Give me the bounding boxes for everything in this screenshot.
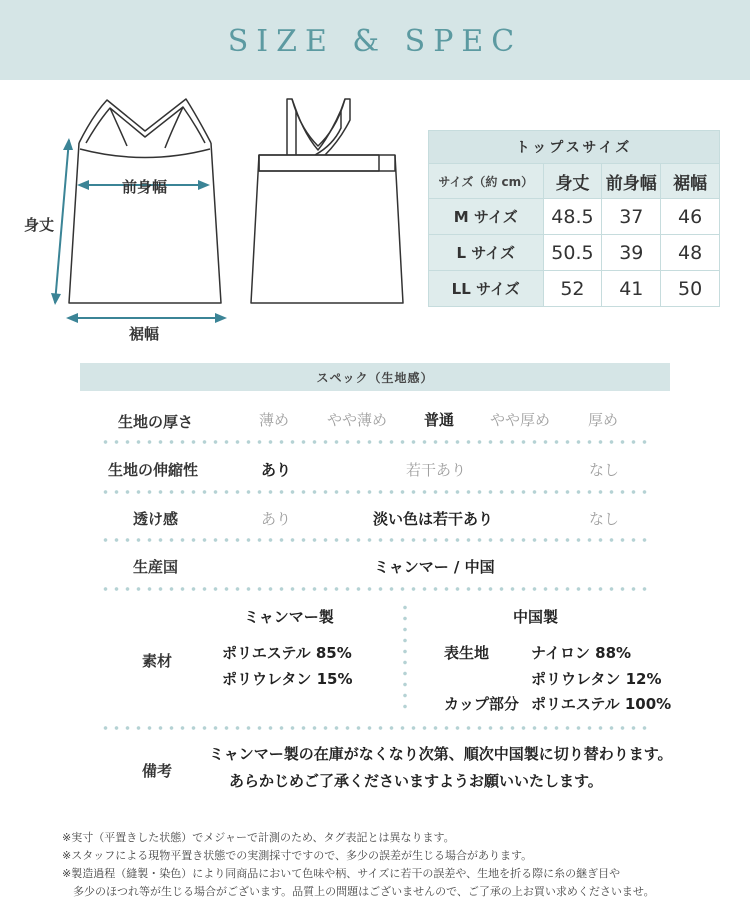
divider — [100, 587, 652, 591]
page-header — [0, 0, 750, 80]
table-row — [429, 199, 720, 235]
cell-length: 50.5 — [543, 235, 602, 271]
divider — [100, 440, 652, 444]
remarks-line-1: ミャンマー製の在庫がなくなり次第、順次中国製に切り替わります。 — [209, 745, 673, 763]
cell-hem: 50 — [661, 271, 720, 307]
row-name: LL サイズ — [429, 271, 544, 307]
stretch-option-none: なし — [589, 461, 620, 479]
cell-chest: 37 — [602, 199, 661, 235]
sheer-label: 透け感 — [133, 510, 179, 528]
origin-label: 生産国 — [133, 558, 179, 576]
thickness-option-slightly-thin: やや薄め — [327, 411, 388, 429]
china-cup-label: カップ部分 — [444, 695, 519, 713]
stretch-option-slight: 若干あり — [406, 461, 467, 479]
china-cup-value: ポリエステル 100% — [531, 695, 672, 713]
cell-hem: 48 — [661, 235, 720, 271]
stretch-label: 生地の伸縮性 — [108, 461, 199, 479]
size-table-caption: トップスサイズ — [429, 131, 720, 164]
table-row — [429, 271, 720, 307]
footnote: ※実寸（平置きした状態）でメジャーで計測のため、タグ表記とは異なります。 — [62, 831, 455, 844]
divider — [100, 726, 652, 730]
row-name: L サイズ — [429, 235, 544, 271]
divider — [100, 538, 652, 542]
thickness-label: 生地の厚さ — [118, 413, 194, 431]
cell-chest: 39 — [602, 235, 661, 271]
chest-label: 前身幅 — [122, 178, 168, 196]
garment-diagram — [0, 90, 420, 350]
origin-value: ミャンマー / 中国 — [374, 558, 495, 576]
cell-length: 52 — [543, 271, 602, 307]
size-table — [428, 130, 720, 307]
china-outer-label: 表生地 — [444, 644, 490, 662]
remarks-line-2: あらかじめご了承くださいますようお願いいたします。 — [229, 772, 603, 790]
thickness-option-normal: 普通 — [424, 411, 455, 429]
footnote: ※スタッフによる現物平置き状態での実測採寸ですので、多少の誤差が生じる場合があります。 — [62, 849, 533, 862]
divider — [100, 490, 652, 494]
remarks-label: 備考 — [142, 762, 173, 780]
myanmar-line-2: ポリウレタン 15% — [222, 670, 353, 688]
material-label: 素材 — [142, 652, 173, 670]
china-outer-line-1: ナイロン 88% — [531, 644, 632, 662]
column-hem: 裾幅 — [661, 164, 720, 199]
cell-length: 48.5 — [543, 199, 602, 235]
length-label: 身丈 — [24, 216, 55, 234]
column-length: 身丈 — [543, 164, 602, 199]
cell-chest: 41 — [602, 271, 661, 307]
thickness-option-thick: 厚め — [588, 411, 619, 429]
sheer-option-none: なし — [589, 510, 620, 528]
column-chest: 前身幅 — [602, 164, 661, 199]
back-view — [251, 99, 403, 303]
hem-label: 裾幅 — [129, 325, 160, 343]
china-outer-line-2: ポリウレタン 12% — [531, 670, 662, 688]
table-row — [429, 235, 720, 271]
footnote: 多少のほつれ等が生じる場合がございます。品質上の問題はございませんので、ご了承の上お買い求めくださいませ。 — [62, 885, 655, 898]
myanmar-title: ミャンマー製 — [244, 608, 334, 626]
china-title: 中国製 — [513, 608, 559, 626]
spec-section-title: スペック（生地感） — [80, 363, 670, 391]
stretch-option-yes: あり — [261, 461, 292, 479]
size-table-header-label: サイズ（約 cm） — [429, 164, 544, 199]
thickness-option-thin: 薄め — [259, 411, 290, 429]
thickness-option-slightly-thick: やや厚め — [490, 411, 551, 429]
sheer-option-slight-light-colors: 淡い色は若干あり — [373, 510, 494, 528]
front-view — [69, 99, 221, 303]
footnote: ※製造過程（縫製・染色）により同商品において色味や柄、サイズに若干の誤差や、生地を折る際に糸の継ぎ目や — [62, 867, 621, 880]
sheer-option-yes: あり — [261, 510, 292, 528]
page-title: SIZE & SPEC — [227, 23, 523, 59]
myanmar-line-1: ポリエステル 85% — [222, 644, 352, 662]
cell-hem: 46 — [661, 199, 720, 235]
row-name: M サイズ — [429, 199, 544, 235]
vertical-divider — [403, 602, 407, 714]
garment-illustration — [0, 90, 420, 350]
